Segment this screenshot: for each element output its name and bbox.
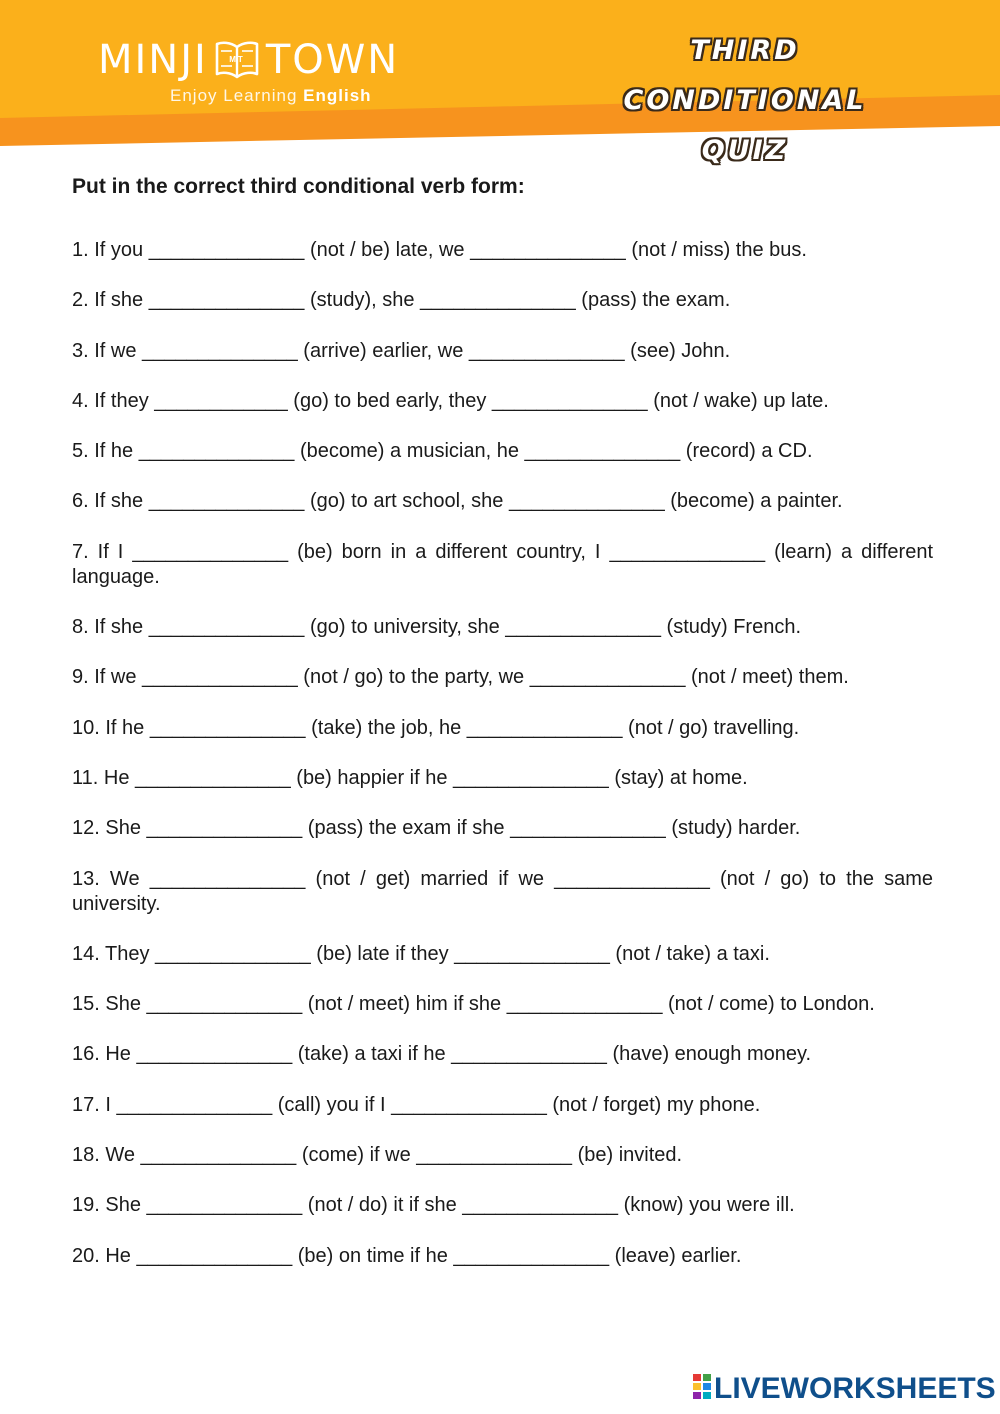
quiz-title-line1: THIRD CONDITIONAL: [623, 35, 867, 116]
question-17[interactable]: 17. I ______________ (call) you if I ______________ (not / forget) my phone.: [72, 1093, 761, 1116]
question-1[interactable]: 1. If you ______________ (not / be) late, we ______________ (not / miss) the bus.: [72, 239, 807, 261]
instructions: Put in the correct third conditional verb form:: [72, 175, 525, 198]
liveworksheets-icon: [692, 1372, 712, 1405]
question-16[interactable]: 16. He ______________ (take) a taxi if he ______________ (have) enough money.: [72, 1043, 812, 1066]
question-2[interactable]: 2. If she ______________ (study), she ______________ (pass) the exam.: [72, 289, 731, 312]
question-7[interactable]: 7. If I ______________ (be) born in a different country, I ______________ (learn) a different language.: [72, 540, 933, 588]
brand-name-right: TOWN: [265, 37, 400, 83]
tagline-prefix: Enjoy Learning: [170, 86, 298, 105]
book-initials: MT: [229, 55, 245, 64]
question-19[interactable]: 19. She ______________ (not / do) it if she ______________ (know) you were ill.: [72, 1194, 795, 1217]
brand-name-left: MINJI: [98, 37, 208, 83]
minji-town-logo: [98, 36, 458, 116]
question-8[interactable]: 8. If she ______________ (go) to university, she ______________ (study) French.: [72, 616, 802, 639]
question-11[interactable]: 11. He ______________ (be) happier if he ______________ (stay) at home.: [72, 766, 748, 789]
liveworksheets-brand: LIVEWORKSHEETS: [714, 1372, 996, 1405]
question-list: [72, 238, 933, 1294]
tagline: [170, 86, 372, 106]
question-3[interactable]: 3. If we ______________ (arrive) earlier, we ______________ (see) John.: [72, 339, 731, 362]
question-4[interactable]: 4. If they ____________ (go) to bed early, they ______________ (not / wake) up late.: [72, 389, 829, 412]
header-banner: [0, 0, 1000, 166]
question-5[interactable]: 5. If he ______________ (become) a musician, he ______________ (record) a CD.: [72, 440, 813, 463]
question-13[interactable]: 13. We ______________ (not / get) married if we ______________ (not / go) to the same university.: [72, 867, 933, 915]
question-14[interactable]: 14. They ______________ (be) late if they ______________ (not / take) a taxi.: [72, 942, 770, 965]
liveworksheets-logo[interactable]: [692, 1372, 996, 1408]
book-icon: [214, 39, 260, 90]
question-12[interactable]: 12. She ______________ (pass) the exam if she ______________ (study) harder.: [72, 817, 801, 840]
quiz-title: [575, 26, 915, 176]
quiz-title-line2: QUIZ: [701, 135, 789, 166]
tagline-bold: English: [303, 86, 372, 105]
question-15[interactable]: 15. She ______________ (not / meet) him if she ______________ (not / come) to London.: [72, 993, 875, 1016]
question-18[interactable]: 18. We ______________ (come) if we ______________ (be) invited.: [72, 1144, 683, 1167]
question-6[interactable]: 6. If she ______________ (go) to art school, she ______________ (become) a painter.: [72, 490, 843, 513]
question-10[interactable]: 10. If he ______________ (take) the job, he ______________ (not / go) travelling.: [72, 716, 800, 739]
question-9[interactable]: 9. If we ______________ (not / go) to the party, we ______________ (not / meet) them.: [72, 666, 849, 689]
question-20[interactable]: 20. He ______________ (be) on time if he ______________ (leave) earlier.: [72, 1244, 742, 1267]
